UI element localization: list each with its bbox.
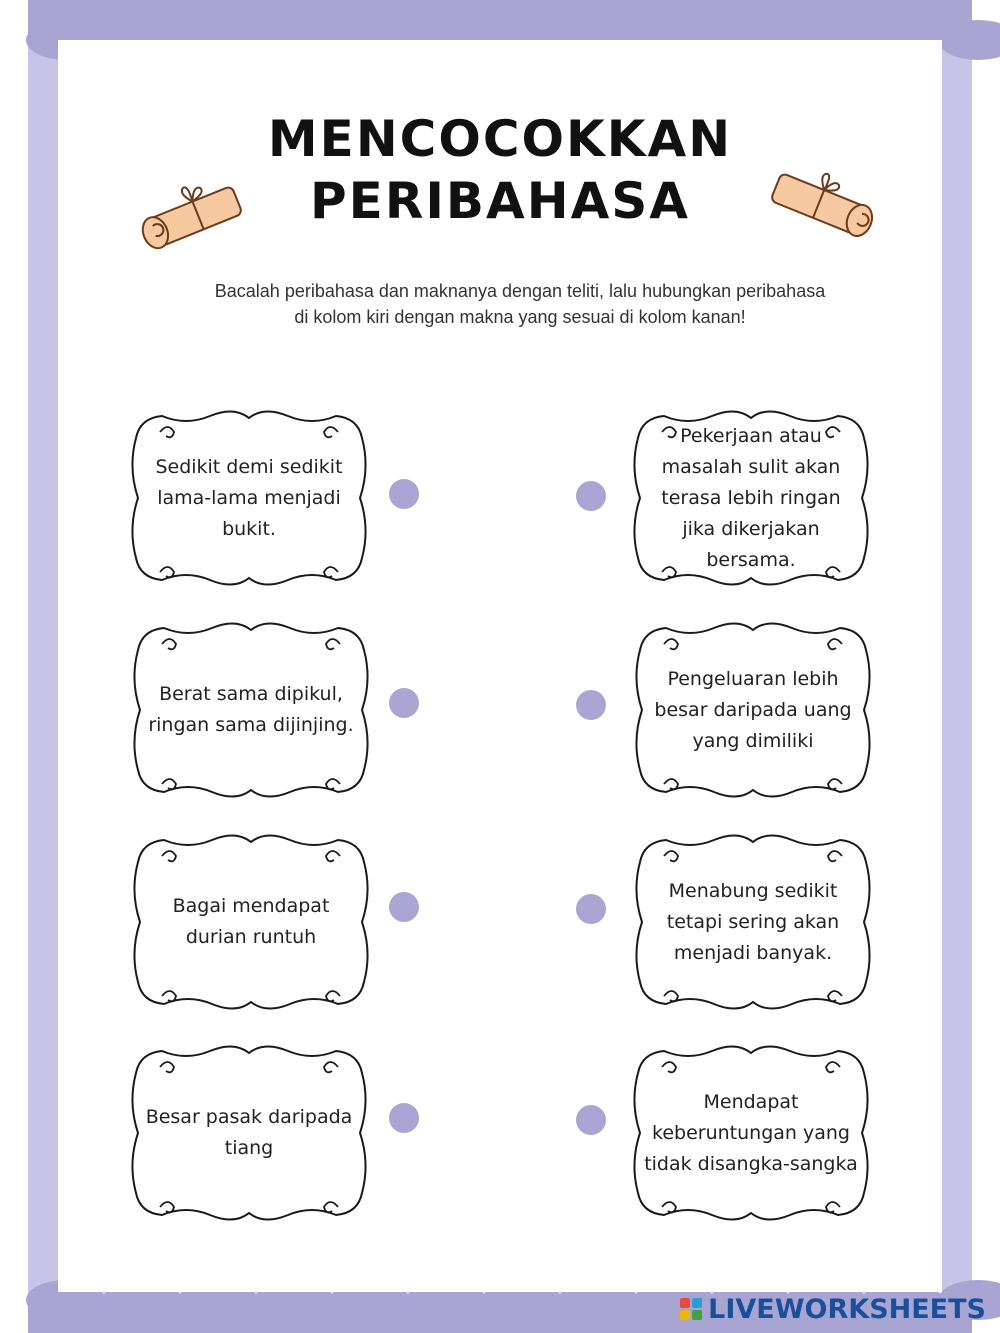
meaning-card-3 [630, 832, 876, 1012]
title-line-1: MENCOCOKKAN [267, 110, 733, 168]
match-dot-left-2[interactable] [389, 688, 419, 718]
brand-name: LIVEWORKSHEETS [708, 1293, 986, 1325]
meaning-card-1 [628, 408, 874, 588]
page-title [0, 108, 1000, 232]
meaning-card-2 [630, 620, 876, 800]
meaning-text: Mendapat keberuntungan yang tidak disangka-sangka [644, 1090, 858, 1175]
instruction-line-2: di kolom kiri dengan makna yang sesuai di kolom kanan! [294, 307, 746, 327]
match-dot-right-4[interactable] [576, 1105, 606, 1135]
proverb-card-4 [126, 1043, 372, 1223]
proverb-card-3 [128, 832, 374, 1012]
title-line-2: PERIBAHASA [310, 172, 690, 230]
match-dot-left-1[interactable] [389, 479, 419, 509]
match-dot-right-2[interactable] [576, 690, 606, 720]
instruction-line-1: Bacalah peribahasa dan maknanya dengan teliti, lalu hubungkan peribahasa [214, 281, 826, 301]
meaning-text: Pengeluaran lebih besar daripada uang yang dimiliki [654, 667, 852, 752]
proverb-card-1 [126, 408, 372, 588]
meaning-text: Pekerjaan atau masalah sulit akan terasa lebih ringan jika dikerjakan bersama. [661, 424, 841, 571]
match-dot-left-3[interactable] [389, 892, 419, 922]
match-dot-left-4[interactable] [389, 1103, 419, 1133]
proverb-text: Bagai mendapat durian runtuh [172, 895, 330, 948]
proverb-text: Berat sama dipikul, ringan sama dijinjing. [148, 683, 354, 736]
meaning-card-4 [628, 1043, 874, 1223]
liveworksheets-logo-icon [680, 1298, 702, 1320]
liveworksheets-logo [680, 1293, 986, 1325]
meaning-text: Menabung sedikit tetapi sering akan menjadi banyak. [666, 879, 840, 964]
proverb-text: Besar pasak daripada tiang [145, 1106, 353, 1159]
proverb-card-2 [128, 620, 374, 800]
match-dot-right-1[interactable] [576, 481, 606, 511]
proverb-text: Sedikit demi sedikit lama-lama menjadi bukit. [155, 455, 343, 540]
match-dot-right-3[interactable] [576, 894, 606, 924]
instructions [160, 278, 880, 330]
